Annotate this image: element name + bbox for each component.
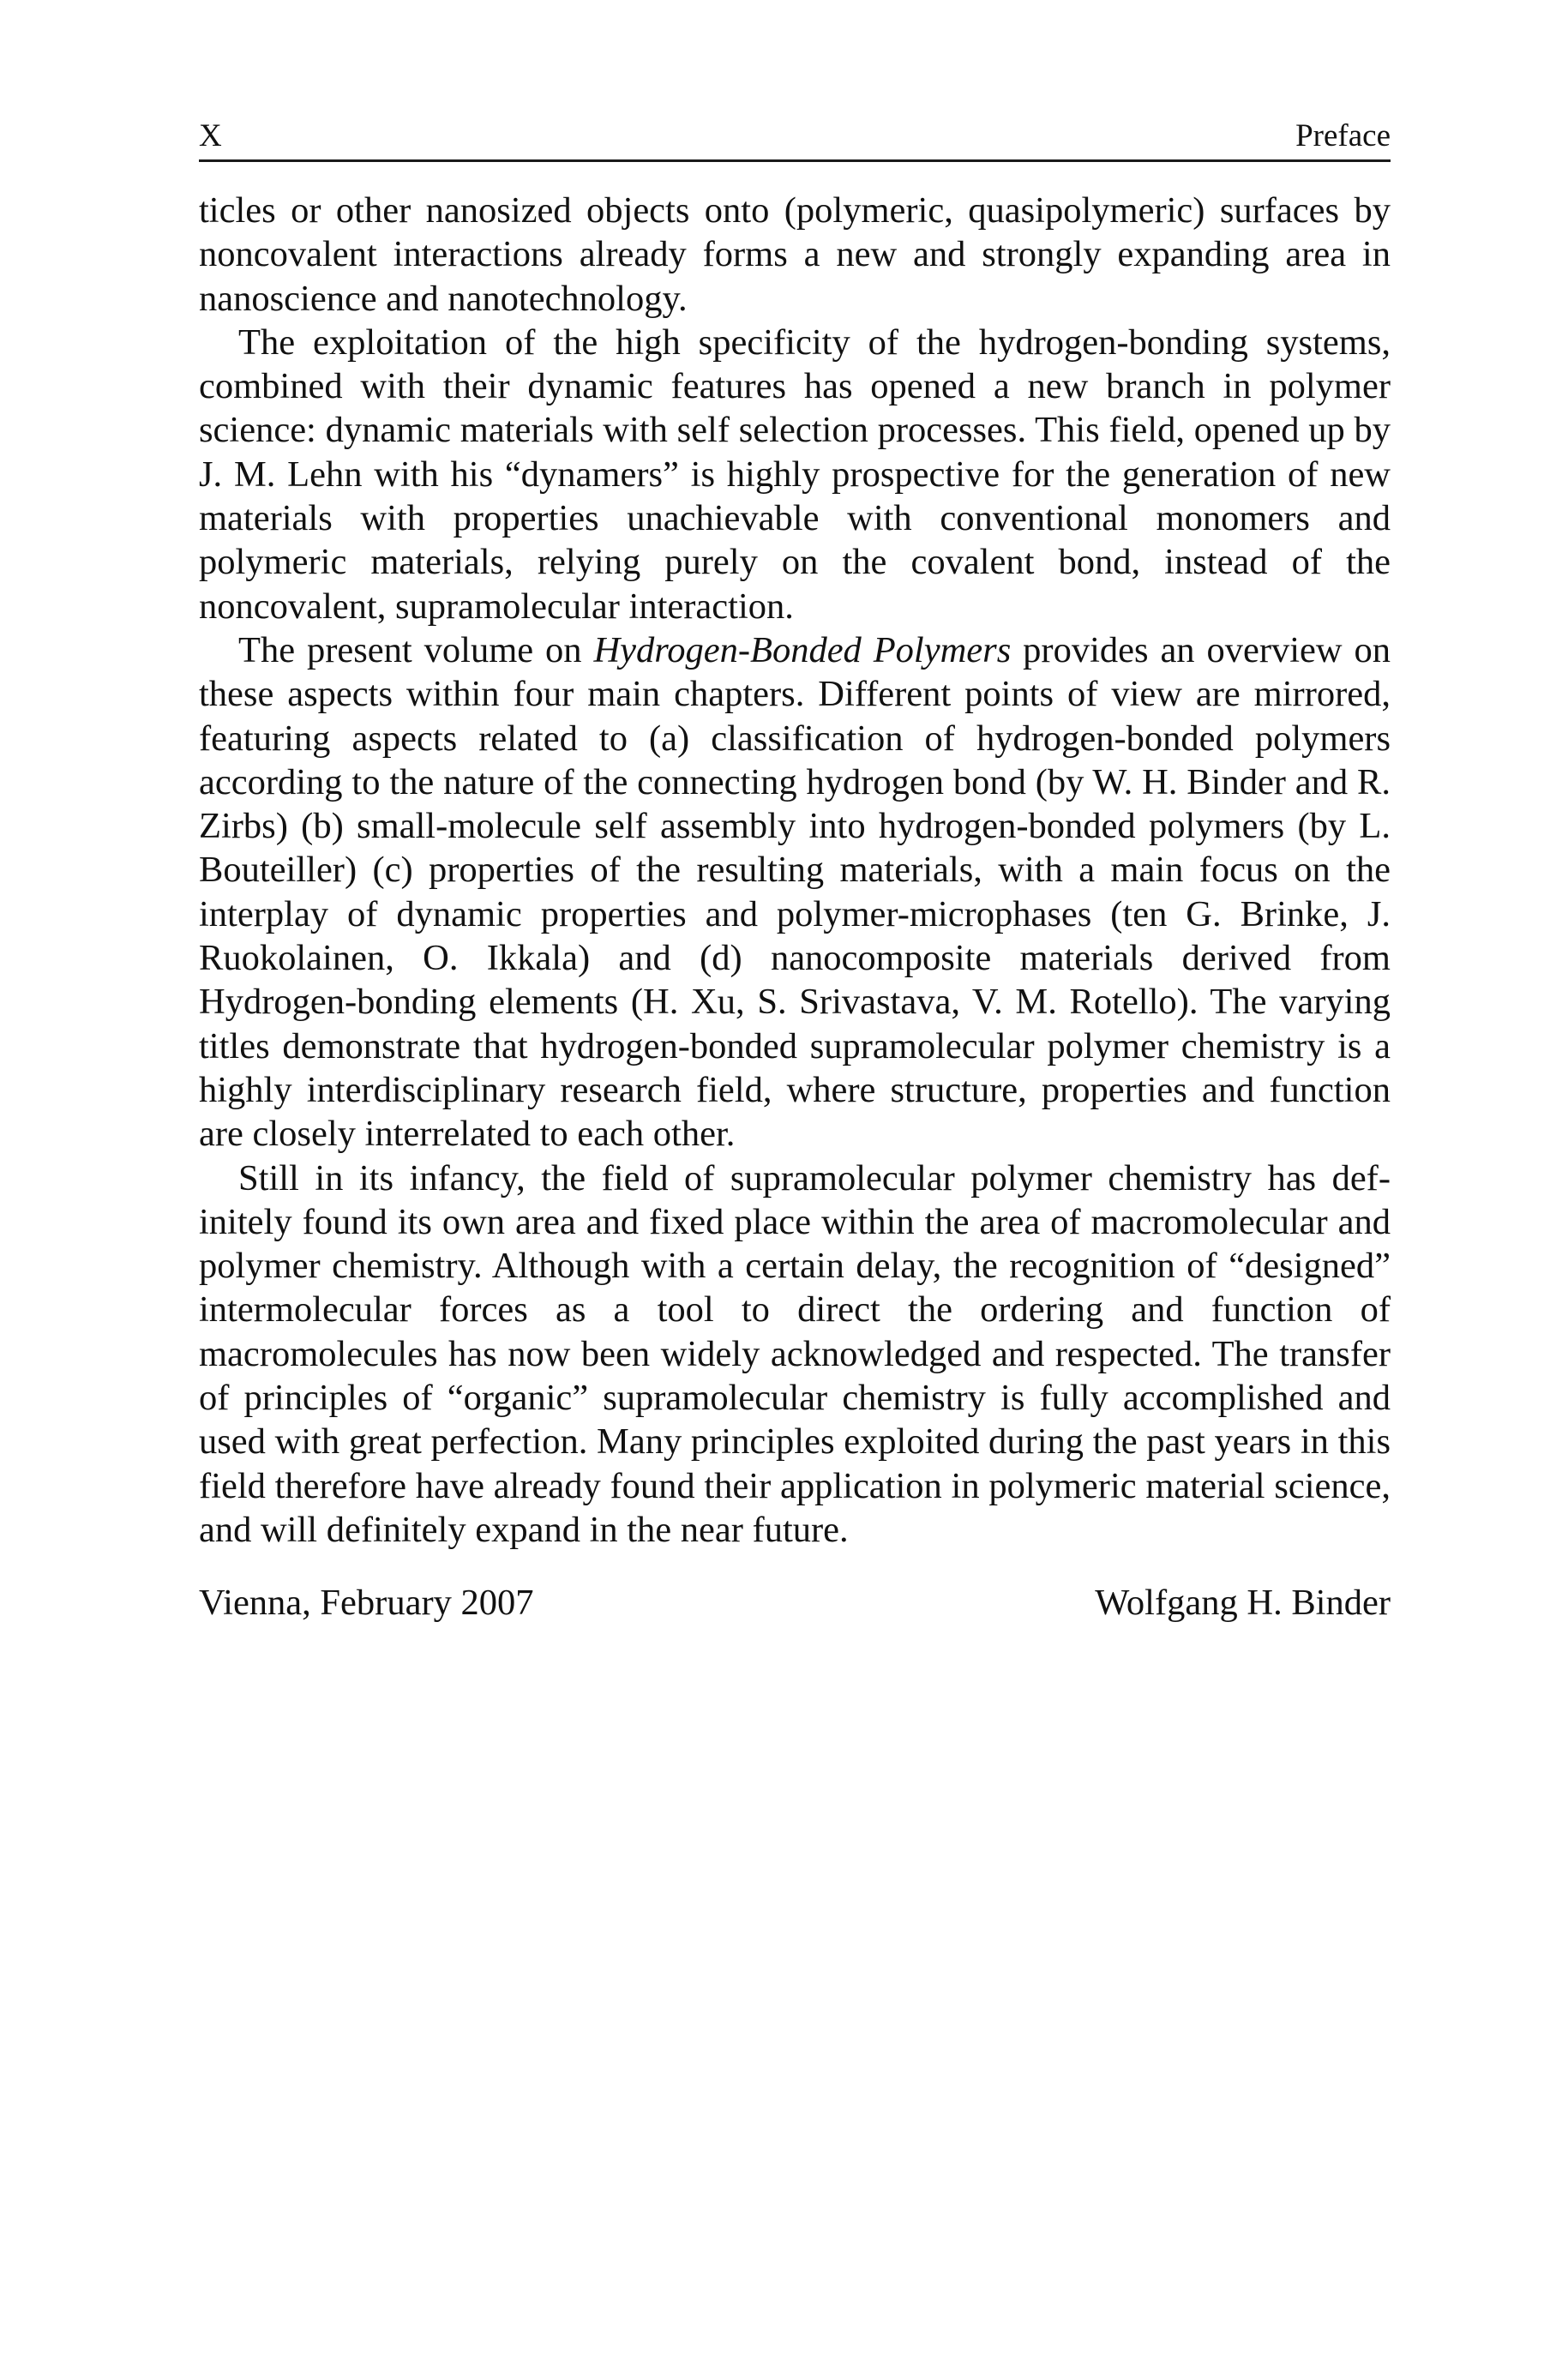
place-and-date: Vienna, February 2007 — [199, 1583, 534, 1623]
volume-title: Hydrogen-Bonded Polymers — [593, 629, 1012, 670]
paragraph-dynamers: The exploitation of the high specificity of the hydrogen-bonding systems, combined with their dynamic features has opened a new branch in polymer science: dynamic materials with self selection processes. This field, opened up by J. M. Lehn with his “dynamers” is highly prospective for the generation of new materials with properties unachievable with conventional monomers and polymeric materials, relying purely on the covalent bond, instead of the noncovalent, supramolecular interaction. — [199, 321, 1391, 627]
paragraph-volume-rest: provides an overview on these aspects within four main chapters. Different points of view are mirrored, featuring aspects related to (a) classification of hydrogen-bonded polymers according to the nature of the connecting hydrogen bond (by W. H. Binder and R. Zirbs) (b) small-molecule self assembly into hydrogen-bonded polymers (by L. Bouteiller) (c) properties of the resulting materials, with a main focus on the interplay of dynamic properties and polymer-microphases (ten G. Brinke, J. Ruokolainen, O. Ikkala) and (d) nanocomposite materials derived from Hydrogen-bonding elements (H. Xu, S. Srivastava, V. M. Rotello). The varying titles demonstrate that hydrogen-bonded supramolecular polymer chemistry is a highly interdisciplinary research field, where structure, properties and function are closely interrelated to each other. — [199, 629, 1391, 1155]
author-name: Wolfgang H. Binder — [1095, 1583, 1391, 1623]
running-head — [199, 113, 1391, 162]
paragraph-outlook: Still in its infancy, the field of supramolecular polymer chemistry has definitely found its own area and fixed place within the area of macromolecular and polymer chemistry. Although with a certain delay, the recognition of “designed” intermolecular forces as a tool to direct the ordering and function of macromolecules has now been widely acknowledged and respected. The transfer of principles of “organic” supramolecular chemistry is fully accomplished and used with great perfection. Many principles exploited during the past years in this field therefore have already found their application in polymeric material science, and will definitely expand in the near future. — [199, 1157, 1391, 1550]
paragraph-volume-overview — [199, 628, 1391, 1156]
paragraph-volume-lead: The present volume on — [238, 629, 594, 670]
page-number: X — [199, 118, 222, 153]
paragraph-continued: ticles or other nanosized objects onto (polymeric, quasipolymeric) surfaces by noncovalent interactions already forms a new and strongly expanding area in nanoscience and nanotechnology. — [199, 190, 1391, 319]
signature-line — [199, 1577, 1391, 1629]
section-title: Preface — [1295, 118, 1391, 153]
preface-body — [199, 189, 1391, 1552]
